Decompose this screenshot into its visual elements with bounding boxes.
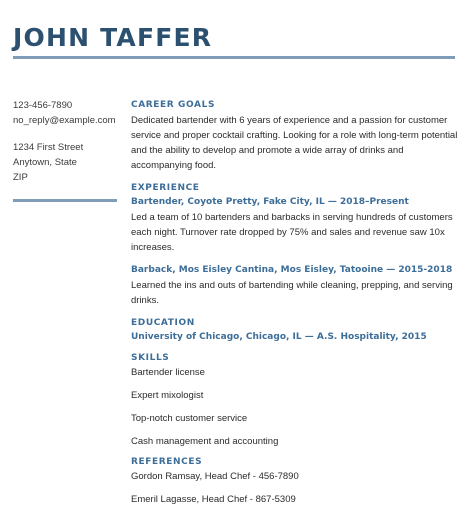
contact-block — [13, 98, 123, 185]
resume-main-column — [131, 98, 461, 507]
section-career-goals — [131, 98, 461, 173]
skill-item: Expert mixologist — [131, 390, 204, 401]
reference-item: Emeril Lagasse, Head Chef - 867-5309 — [131, 494, 296, 505]
section-title-skills: SKILLS — [131, 353, 170, 363]
job-title: Barback, Mos Eisley Cantina, Mos Eisley, Tatooine — 2015-2018 — [131, 265, 453, 275]
skill-item: Top-notch customer service — [131, 413, 248, 424]
job-description: Learned the ins and outs of bartending while cleaning, prepping, and serving drinks. — [131, 280, 453, 306]
skill-item: Cash management and accounting — [131, 436, 279, 447]
skill-item: Bartender license — [131, 367, 205, 378]
contact-phone: 123-456-7890 — [13, 100, 73, 111]
section-experience — [131, 181, 461, 308]
contact-address-line2: Anytown, State — [13, 157, 77, 168]
section-skills — [131, 351, 461, 449]
contact-email: no_reply@example.com — [13, 115, 116, 126]
education-entry: University of Chicago, Chicago, IL — A.S. Hospitality, 2015 — [131, 332, 427, 342]
section-title-education: EDUCATION — [131, 318, 195, 328]
job-title: Bartender, Coyote Pretty, Fake City, IL — 2018–Present — [131, 197, 409, 207]
section-title-references: REFERENCES — [131, 457, 203, 467]
reference-item: Gordon Ramsay, Head Chef - 456-7890 — [131, 471, 299, 482]
job-description: Led a team of 10 bartenders and barbacks in serving hundreds of customers each night. Turnover rate dropped by 75% and sales and revenue saw 10x increases. — [131, 212, 453, 253]
header-divider — [13, 56, 455, 59]
section-education — [131, 316, 461, 345]
contact-address-line1: 1234 First Street — [13, 142, 84, 153]
section-title-career-goals: CAREER GOALS — [131, 100, 216, 110]
resume-name: JOHN TAFFER — [13, 23, 213, 52]
section-title-experience: EXPERIENCE — [131, 183, 200, 193]
section-references — [131, 455, 461, 507]
contact-address-line3: ZIP — [13, 172, 28, 183]
career-goals-text: Dedicated bartender with 6 years of experience and a passion for customer service and proper cocktail crafting. Looking for a role with long-term potential and the ability to develop and promote a wide array of drinks and accompanying food. — [131, 115, 458, 171]
sidebar-divider — [13, 199, 117, 202]
